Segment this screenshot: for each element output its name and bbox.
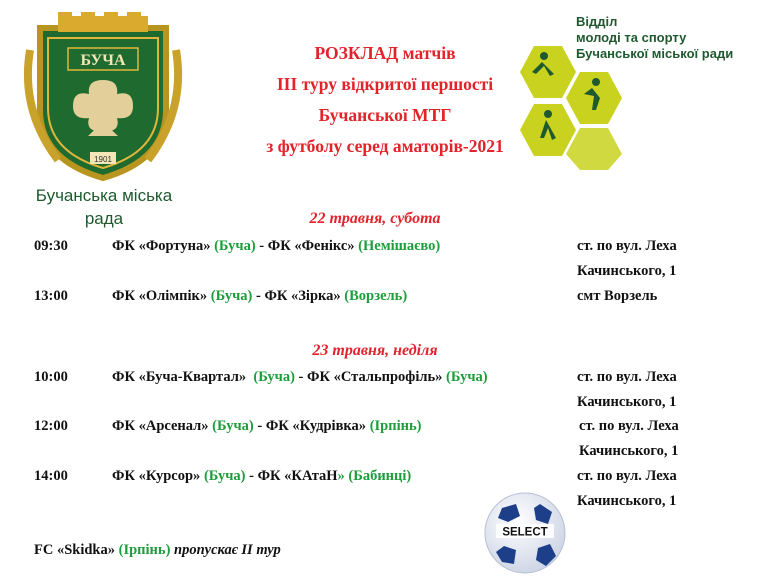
ball-brand: SELECT <box>502 526 548 539</box>
match-time: 10:00 <box>34 369 68 385</box>
footer-note <box>34 542 281 559</box>
team-home-city: (Буча) <box>210 288 253 304</box>
footer-city: (Ірпінь) <box>118 542 171 558</box>
match-time: 09:30 <box>34 238 68 254</box>
match-time: 12:00 <box>34 418 68 434</box>
team-home: ФК «Фортуна» <box>112 238 211 254</box>
venue-line2: Качинського, 1 <box>577 394 677 410</box>
crest-year: 1901 <box>94 155 112 164</box>
venue-line2: Качинського, 1 <box>577 493 677 509</box>
team-home-city: (Буча) <box>253 369 295 385</box>
crest-text: БУЧА <box>80 52 126 69</box>
team-away-city: (Буча) <box>446 369 488 385</box>
match-teams <box>112 468 411 485</box>
team-home: ФК «Курсор» <box>112 468 201 484</box>
match-venue <box>577 234 677 284</box>
city-council-name <box>14 184 194 230</box>
team-away: ФК «Фенікс» <box>267 238 355 254</box>
match-venue <box>577 284 657 309</box>
team-away: ФК «Кудрівка» <box>265 418 367 434</box>
dept-line2: молоді та спорту <box>576 30 687 45</box>
city-council-name-line1: Бучанська міська <box>35 186 173 205</box>
city-council-name-line2: рада <box>84 209 124 228</box>
dept-line1: Відділ <box>576 14 618 29</box>
team-away: ФК «КАтаН <box>257 468 338 484</box>
match-teams <box>112 238 440 255</box>
match-venue <box>577 464 677 514</box>
match-teams <box>112 288 407 305</box>
team-away: ФК «Стальпрофіль» <box>307 369 443 385</box>
match-time: 13:00 <box>34 288 68 304</box>
team-home-city: (Буча) <box>212 418 254 434</box>
title-line3: Бучанської МТГ <box>318 105 452 125</box>
footer-text: пропускає ІІ тур <box>174 542 281 558</box>
match-venue <box>579 414 679 464</box>
match-dash: - <box>255 238 268 254</box>
team-home: ФК «Буча-Квартал» <box>112 369 247 385</box>
team-home: ФК «Олімпік» <box>112 288 208 304</box>
match-venue <box>577 365 677 415</box>
team-away-city: (Немішаєво) <box>358 238 441 254</box>
title-line4: з футболу серед аматорів-2021 <box>266 136 504 156</box>
venue-line1: ст. по вул. Леха <box>577 468 677 484</box>
venue-line2: Качинського, 1 <box>579 443 679 459</box>
match-time: 14:00 <box>34 468 68 484</box>
team-away: ФК «Зірка» <box>264 288 341 304</box>
dept-line3: Бучанської міської ради <box>576 46 734 61</box>
team-home-city: (Буча) <box>203 468 246 484</box>
title-line2: ІІІ туру відкритої першості <box>276 74 494 94</box>
day-heading-1: 22 травня, субота <box>309 210 441 227</box>
venue-line2: Качинського, 1 <box>577 263 677 279</box>
match-teams <box>112 369 488 386</box>
venue-line1: ст. по вул. Леха <box>579 418 679 434</box>
match-dash: - <box>252 288 265 304</box>
team-home-city: (Буча) <box>214 238 256 254</box>
team-home: ФК «Арсенал» <box>112 418 209 434</box>
match-dash: - <box>253 418 266 434</box>
footer-team: FC «Skidka» <box>34 542 115 558</box>
venue-line1: ст. по вул. Леха <box>577 369 677 385</box>
match-dash: - <box>245 468 258 484</box>
team-away-city: (Ворзель) <box>344 288 408 304</box>
match-teams <box>112 418 421 435</box>
match-dash: - <box>294 369 308 385</box>
team-away-city: (Ірпінь) <box>369 418 422 434</box>
team-away-city: » (Бабинці) <box>337 468 412 484</box>
venue-line1: ст. по вул. Леха <box>577 238 677 254</box>
football-ball-image <box>482 490 568 576</box>
sport-hexagons-icon <box>500 42 636 170</box>
venue-line1: смт Ворзель <box>577 288 658 304</box>
title-line1: РОЗКЛАД матчів <box>314 43 456 63</box>
day-heading-2: 23 травня, неділя <box>312 342 438 359</box>
